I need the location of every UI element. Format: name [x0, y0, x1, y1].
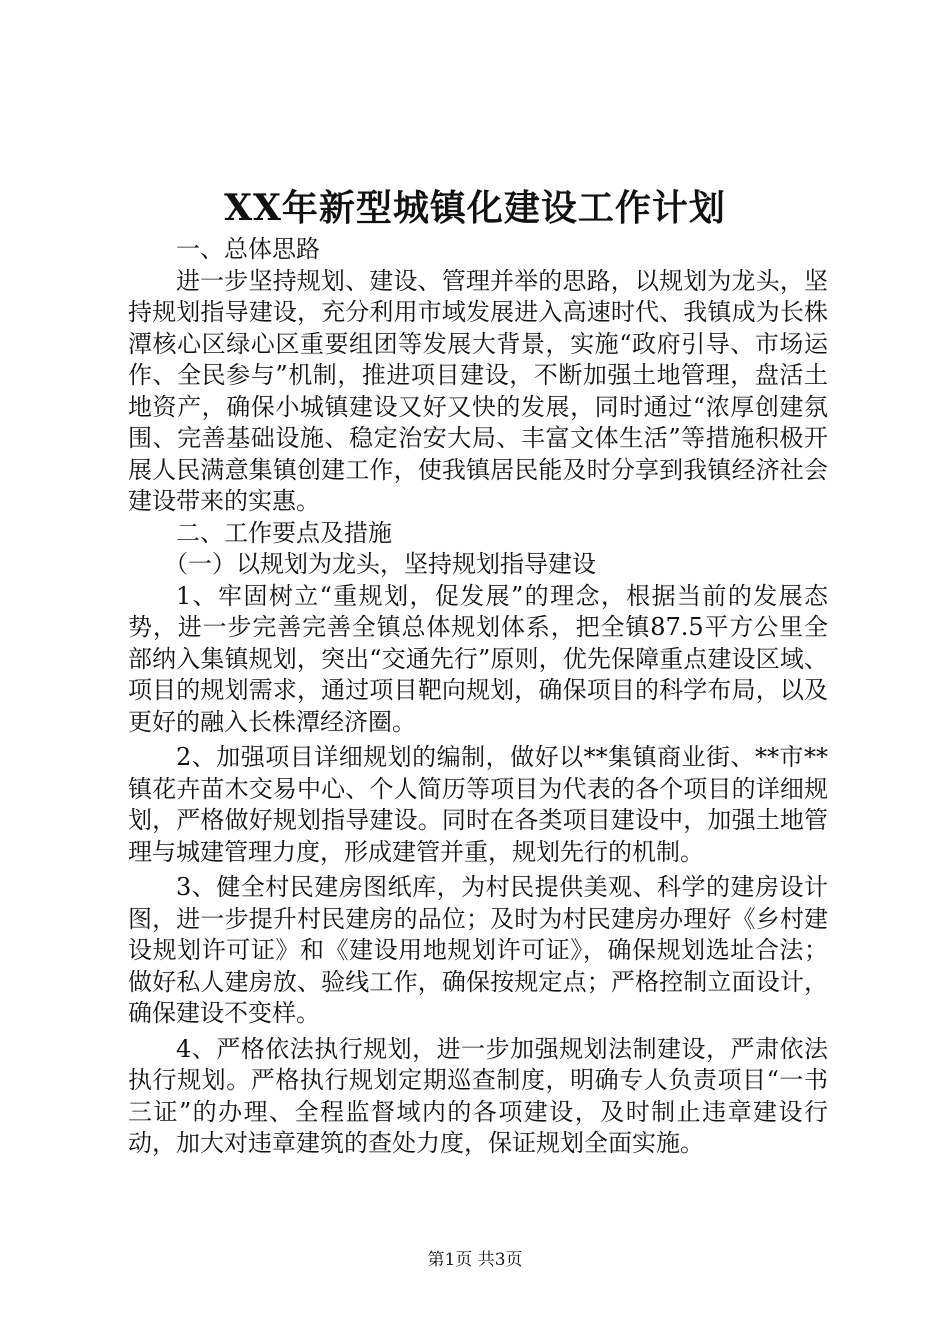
overall-approach-paragraph: 进一步坚持规划、建设、管理并举的思路，以规划为龙头，坚持规划指导建设，充分利用市域发展进入高速时代、我镇成为长株潭核心区绿心区重要组团等发展大背景，实施“政府引导、市场运作、全民参与”机制，推进项目建设，不断加强土地管理，盘活土地资产，确保小城镇建设又好又快的发展，同时通过“浓厚创建氛围、完善基础设施、稳定治安大局、丰富文体生活”等措施积极开展人民满意集镇创建工作，使我镇居民能及时分享到我镇经济社会建设带来的实惠。 [128, 266, 828, 515]
document-title: XX年新型城镇化建设工作计划 [224, 187, 726, 229]
measure-item-1: 1、牢固树立“重规划，促发展”的理念，根据当前的发展态势，进一步完善完善全镇总体规划体系，把全镇87.5平方公里全部纳入集镇规划，突出“交通先行”原则，优先保障重点建设区域、项目的规划需求，通过项目靶向规划，确保项目的科学布局，以及更好的融入长株潭经济圈。 [128, 581, 828, 736]
section-heading-key-measures: 二、工作要点及措施 [176, 518, 392, 547]
measure-item-4: 4、严格依法执行规划，进一步加强规划法制建设，严肃依法执行规划。严格执行规划定期巡查制度，明确专人负责项目“一书三证”的办理、全程监督域内的各项建设，及时制止违章建设行动，加大对违章建筑的查处力度，保证规划全面实施。 [128, 1034, 828, 1157]
document-body [128, 234, 828, 1160]
section-heading-overall-approach: 一、总体思路 [176, 235, 320, 263]
page-number: 第1页 共3页 [427, 1250, 523, 1270]
measure-item-2: 2、加强项目详细规划的编制，做好以**集镇商业街、**市**镇花卉苗木交易中心、个人简历等项目为代表的各个项目的详细规划，严格做好规划指导建设。同时在各类项目建设中，加强土地管理与城建管理力度，形成建管并重，规划先行的机制。 [128, 743, 828, 866]
measure-item-3: 3、健全村民建房图纸库，为村民提供美观、科学的建房设计图，进一步提升村民建房的品位；及时为村民建房办理好《乡村建设规划许可证》和《建设用地规划许可证》，确保规划选址合法；做好私人建房放、验线工作，确保按规定点；严格控制立面设计，确保建设不变样。 [128, 873, 828, 1027]
subsection-heading-planning: （一）以规划为龙头，坚持规划指导建设 [164, 550, 596, 578]
